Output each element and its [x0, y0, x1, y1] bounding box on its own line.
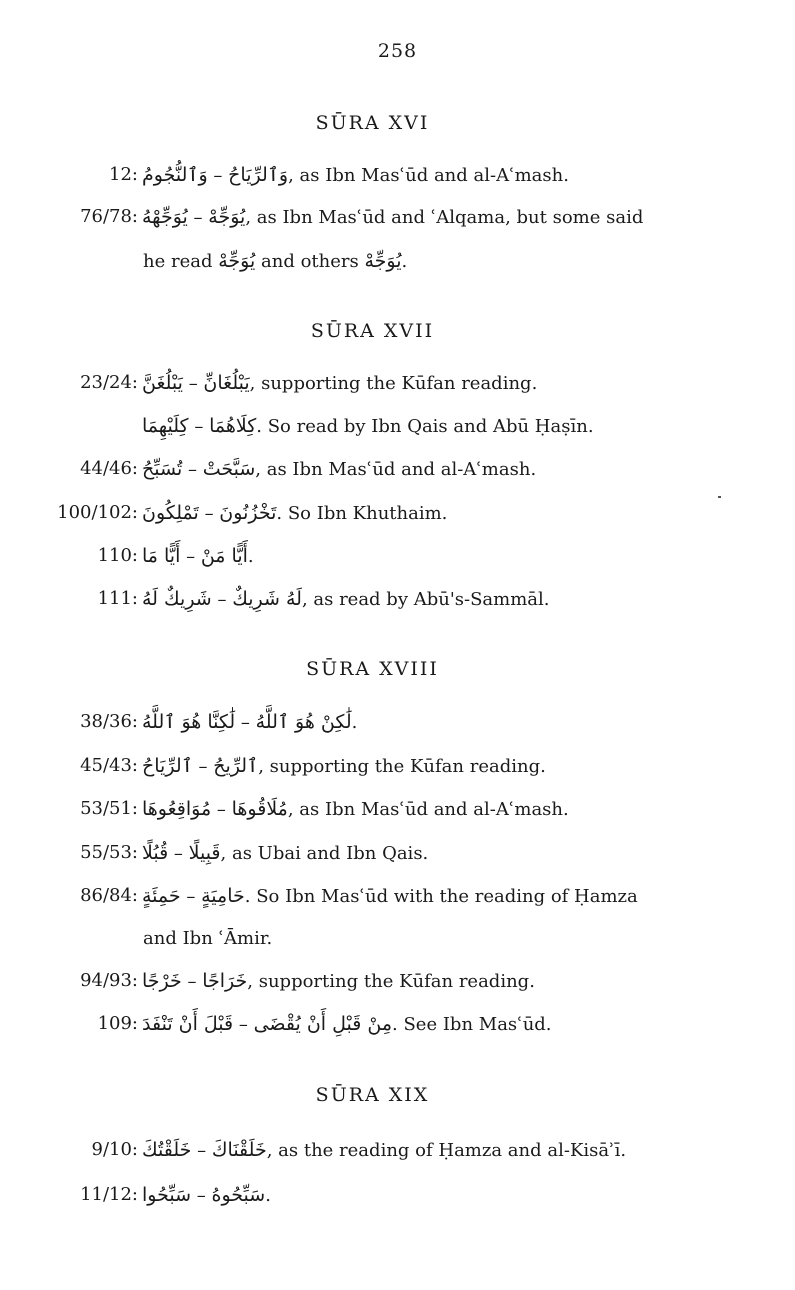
verse-number: 110: — [97, 545, 138, 566]
entry-text: . See Ibn Masʿūd. — [392, 1014, 552, 1035]
entry-text: , as read by Abū's-Sammāl. — [301, 589, 550, 610]
arabic-variant-1: ٱلرِّيَاحُ — [142, 755, 193, 777]
arabic-variant-1: يُوَجِّهْ — [218, 250, 256, 272]
arabic-variant-2: ٱلرِّيحُ — [213, 755, 259, 777]
arabic-variant-1: وَٱلنُّجُومُ — [142, 164, 208, 186]
entry-text: , supporting the Kūfan reading. — [249, 373, 538, 394]
dash: – — [213, 165, 223, 186]
entry-text: . So read by Ibn Qais and Abū Ḥaṣīn. — [256, 416, 594, 437]
continuation-text: he read — [143, 251, 213, 272]
arabic-variant-1: يَبْلُغَنَّ — [142, 372, 183, 394]
verse-number: 9/10: — [91, 1139, 138, 1160]
arabic-variant-1: سَبِّحُوا — [142, 1184, 192, 1206]
verse-number: 53/51: — [80, 798, 138, 819]
arabic-variant-1: أَيًّا مَا — [142, 545, 181, 567]
entry-xviii-55-53 — [0, 836, 760, 870]
continuation-text: and Ibn ʿĀmir. — [143, 928, 273, 949]
entry-xix-9-10 — [0, 1133, 760, 1167]
arabic-variant-1: قُبُلًا — [142, 842, 169, 864]
verse-number: 86/84: — [80, 885, 138, 906]
verse-number: 55/53: — [80, 842, 138, 863]
entry-xviii-38-36 — [0, 705, 760, 739]
verse-number: 23/24: — [80, 372, 138, 393]
verse-number: 45/43: — [80, 755, 138, 776]
entry-xvii-100-102 — [0, 496, 760, 530]
entry-xvii-110 — [0, 539, 760, 573]
entry-text: , as Ibn Masʿūd and al-Aʿmash. — [255, 459, 537, 480]
arabic-variant-1: تَمْلِكُونَ — [142, 502, 199, 524]
dash: – — [204, 503, 214, 524]
dash: – — [186, 546, 196, 567]
verse-number: 94/93: — [80, 970, 138, 991]
arabic-variant-2: سَبِّحُوهُ — [211, 1184, 266, 1206]
entry-text: , as the reading of Ḥamza and al-Kisāʾī. — [266, 1140, 627, 1161]
entry-text: , as Ibn Masʿūd and al-Aʿmash. — [288, 165, 569, 186]
dash: – — [193, 207, 203, 228]
arabic-variant-1: مُوَاقِعُوهَا — [142, 798, 212, 820]
verse-number: 100/102: — [57, 502, 138, 523]
arabic-variant-2: أَيًّا مَنْ — [200, 545, 248, 567]
entry-text: , as Ibn Masʿūd and ʿAlqama, but some said — [245, 207, 644, 228]
entry-text: . — [265, 1185, 271, 1206]
arabic-variant-2: لَٰكِنْ هُوَ ٱللَّهُ — [255, 711, 352, 733]
arabic-variant-2: كِلَاهُمَا — [209, 415, 257, 437]
verse-number: 111: — [97, 588, 138, 609]
entry-xviii-94-93 — [0, 964, 760, 998]
entry-text: . — [247, 546, 254, 567]
arabic-variant-2: وَٱلرِّيَاحُ — [228, 164, 289, 186]
dash: – — [186, 886, 196, 907]
page-number: 258 — [377, 40, 418, 62]
entry-text: . — [351, 712, 358, 733]
entry-xvii-23-24-b — [0, 409, 760, 443]
entry-text: , supporting the Kūfan reading. — [247, 971, 535, 992]
verse-number: 12: — [109, 164, 138, 185]
entry-text: . So Ibn Masʿūd with the reading of Ḥamza — [244, 886, 638, 907]
dash: – — [194, 416, 204, 437]
entry-xviii-109 — [0, 1007, 760, 1041]
dash: – — [198, 756, 208, 777]
arabic-variant-2: حَامِيَةٍ — [201, 885, 245, 907]
arabic-variant-1: خَرْجًا — [142, 970, 182, 992]
continuation-text: and others — [261, 251, 359, 272]
dash: – — [187, 459, 197, 480]
entry-text: , as Ibn Masʿūd and al-Aʿmash. — [287, 799, 569, 820]
verse-number: 109: — [97, 1013, 138, 1034]
arabic-variant-1: شَرِيكٌ لَهُ — [142, 588, 212, 610]
dash: – — [240, 712, 250, 733]
arabic-variant-1: تُسَبِّحُ — [142, 458, 183, 480]
arabic-variant-2: تَخْزُنُونَ — [219, 502, 277, 524]
entry-xviii-53-51 — [0, 792, 760, 826]
arabic-variant-1: كِلَيْهِمَا — [142, 415, 189, 437]
arabic-variant-1: خَلَقْتُكَ — [142, 1139, 192, 1161]
dash: – — [196, 1185, 206, 1206]
arabic-variant-1: حَمِئَةٍ — [142, 885, 181, 907]
arabic-variant-2: يُوَجِّهْ — [208, 206, 246, 228]
arabic-variant-1: يُوَجِّهْهُ — [142, 206, 188, 228]
entry-xviii-45-43 — [0, 749, 760, 783]
entry-xvi-12 — [0, 158, 760, 192]
entry-text: , as Ubai and Ibn Qais. — [220, 843, 429, 864]
verse-number: 76/78: — [80, 206, 138, 227]
continuation-line — [143, 244, 763, 278]
sura-heading-xix: SŪRA XIX — [315, 1084, 430, 1106]
arabic-variant-2: يَبْلُغَانِّ — [203, 372, 250, 394]
entry-xix-11-12 — [0, 1178, 760, 1212]
verse-number: 44/46: — [80, 458, 138, 479]
sura-heading-xvii: SŪRA XVII — [310, 320, 435, 342]
arabic-variant-1: قَبْلَ أَنْ تَنْفَدَ — [142, 1013, 234, 1035]
entry-xviii-86-84 — [0, 879, 760, 913]
arabic-variant-2: مُلَاقُوهَا — [231, 798, 288, 820]
entry-xvii-111 — [0, 582, 760, 616]
entry-xvi-76-78 — [0, 200, 760, 234]
dash: – — [188, 373, 198, 394]
arabic-variant-2: سَبَّحَتْ — [202, 458, 256, 480]
arabic-variant-2: قَبِيلًا — [188, 842, 221, 864]
dash: – — [238, 1014, 248, 1035]
entry-xvii-44-46 — [0, 452, 760, 486]
arabic-variant-2: لَهُ شَرِيكٌ — [232, 588, 302, 610]
continuation-line — [143, 922, 763, 956]
dash: – — [217, 589, 227, 610]
sura-heading-xvi: SŪRA XVI — [315, 112, 430, 134]
verse-number: 11/12: — [80, 1184, 138, 1205]
arabic-variant-2: يُوَجِّهْ — [364, 250, 402, 272]
entry-text: . So Ibn Khuthaim. — [276, 503, 448, 524]
dash: – — [216, 799, 226, 820]
entry-xvii-23-24 — [0, 366, 760, 400]
entry-text: , supporting the Kūfan reading. — [258, 756, 546, 777]
arabic-variant-2: خَلَقْنَاكَ — [211, 1139, 267, 1161]
dash: – — [197, 1140, 207, 1161]
arabic-variant-1: لَٰكِنَّا هُوَ ٱللَّهُ — [142, 711, 236, 733]
dash: – — [173, 843, 183, 864]
arabic-variant-2: مِنْ قَبْلِ أَنْ يُقْضَى — [253, 1013, 393, 1035]
sura-heading-xviii: SŪRA XVIII — [306, 658, 439, 680]
dash: – — [187, 971, 197, 992]
arabic-variant-2: خَرَاجًا — [202, 970, 248, 992]
verse-number: 38/36: — [80, 711, 138, 732]
continuation-text: . — [401, 251, 408, 272]
